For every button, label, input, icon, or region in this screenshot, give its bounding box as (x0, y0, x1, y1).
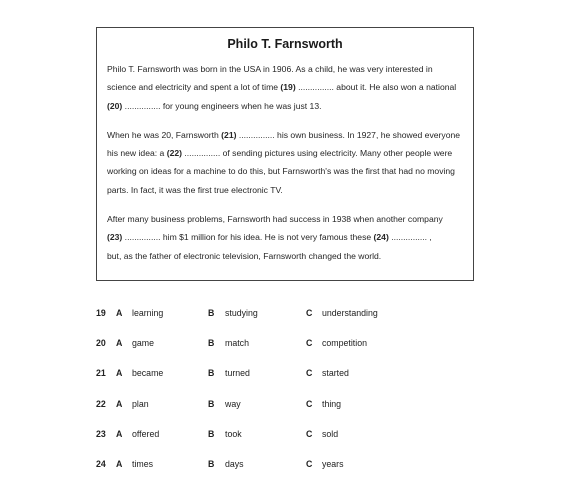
option-letter-a: A (116, 458, 123, 469)
paragraph-line (107, 126, 463, 144)
option-letter-c: C (306, 428, 313, 439)
text-segment: When he was 20, Farnsworth (107, 129, 222, 140)
question-row (96, 361, 476, 391)
text-segment: working on ideas for a machine to do this, but Farnsworth's was the first that had no moving (107, 166, 455, 177)
option-letter-c: C (306, 308, 313, 318)
option-letter-b: B (208, 398, 215, 409)
option-a[interactable]: times (132, 458, 154, 469)
paragraph-line (107, 60, 463, 78)
paragraph-line (107, 228, 463, 246)
option-letter-c: C (306, 368, 313, 379)
gap-number: (24) (373, 232, 389, 243)
option-c[interactable]: years (322, 458, 344, 469)
text-segment: Philo T. Farnsworth was born in the USA in 1906. As a child, he was very interested in (107, 64, 433, 74)
paragraph-line (107, 97, 463, 115)
paragraph (107, 60, 463, 115)
option-a[interactable]: plan (132, 398, 149, 409)
gap-number: (20) (107, 100, 123, 111)
text-segment: about it. He also won a national (333, 82, 457, 93)
option-a[interactable]: game (132, 338, 155, 349)
option-letter-c: C (306, 338, 313, 349)
option-b[interactable]: took (225, 428, 242, 439)
paragraph-line (107, 78, 463, 96)
option-b[interactable]: match (225, 338, 249, 349)
text-segment: science and electricity and spent a lot of time (107, 82, 281, 93)
question-row (96, 452, 476, 482)
gap-number: (21) (221, 129, 237, 140)
text-segment: of sending pictures using electricity. Many other people were (220, 148, 453, 159)
passage-title: Philo T. Farnsworth (227, 37, 343, 51)
question-number: 24 (96, 458, 106, 469)
option-c[interactable]: started (322, 368, 349, 379)
option-c[interactable]: understanding (322, 308, 378, 318)
option-b[interactable]: way (225, 398, 241, 409)
option-letter-a: A (116, 428, 123, 439)
gap-blank: ............... (236, 129, 275, 140)
option-b[interactable]: studying (225, 308, 258, 318)
text-segment: After many business problems, Farnsworth had success in 1938 when another company (107, 214, 443, 225)
option-c[interactable]: competition (322, 338, 367, 349)
option-letter-c: C (306, 398, 313, 409)
gap-blank: ............... (388, 232, 428, 243)
option-letter-b: B (208, 338, 215, 349)
paragraph-line (107, 247, 463, 265)
option-letter-b: B (208, 458, 215, 469)
text-segment: his own business. In 1927, he showed everyone (274, 129, 461, 140)
question-row (96, 422, 476, 452)
question-number: 20 (96, 338, 106, 349)
option-letter-a: A (116, 398, 123, 409)
text-segment: but, as the father of electronic television, Farnsworth changed the world. (107, 250, 382, 261)
gap-number: (22) (166, 148, 183, 159)
text-segment: parts. In fact, it was the first true electronic TV. (107, 184, 283, 195)
option-b[interactable]: days (225, 458, 244, 469)
paragraph-line (107, 181, 463, 199)
paragraph-line (107, 144, 463, 162)
gap-blank: ............... (122, 100, 161, 111)
option-letter-a: A (116, 308, 123, 318)
option-c[interactable]: thing (322, 398, 342, 409)
option-b[interactable]: turned (225, 368, 250, 379)
option-a[interactable]: learning (132, 308, 164, 318)
question-row (96, 392, 476, 422)
option-letter-c: C (306, 458, 313, 469)
option-a[interactable]: became (132, 368, 164, 379)
question-number: 19 (96, 308, 106, 318)
question-row (96, 301, 476, 331)
paragraph-line (107, 162, 463, 180)
passage-text (107, 60, 463, 265)
passage-box (96, 27, 474, 281)
question-list (96, 301, 476, 482)
option-c[interactable]: sold (322, 428, 339, 439)
question-row (96, 331, 476, 361)
gap-number: (19) (280, 82, 296, 93)
question-number: 23 (96, 428, 106, 439)
gap-blank: ............... (182, 148, 221, 159)
text-segment: his new idea: a (107, 148, 167, 159)
option-letter-b: B (208, 368, 215, 379)
text-segment: him $1 million for his idea. He is not very famous these (160, 232, 374, 243)
question-number: 22 (96, 398, 106, 409)
gap-number: (23) (107, 232, 123, 243)
option-letter-a: A (116, 338, 123, 349)
paragraph-line (107, 210, 463, 228)
option-letter-b: B (208, 428, 215, 439)
question-number: 21 (96, 368, 106, 379)
gap-blank: ............... (122, 232, 161, 243)
option-letter-a: A (116, 368, 123, 379)
option-a[interactable]: offered (132, 428, 160, 439)
option-letter-b: B (208, 308, 215, 318)
text-segment: for young engineers when he was just 13. (160, 100, 322, 111)
paragraph (107, 210, 463, 265)
text-segment: , (427, 232, 432, 243)
paragraph (107, 126, 463, 199)
gap-blank: ............... (295, 82, 334, 93)
